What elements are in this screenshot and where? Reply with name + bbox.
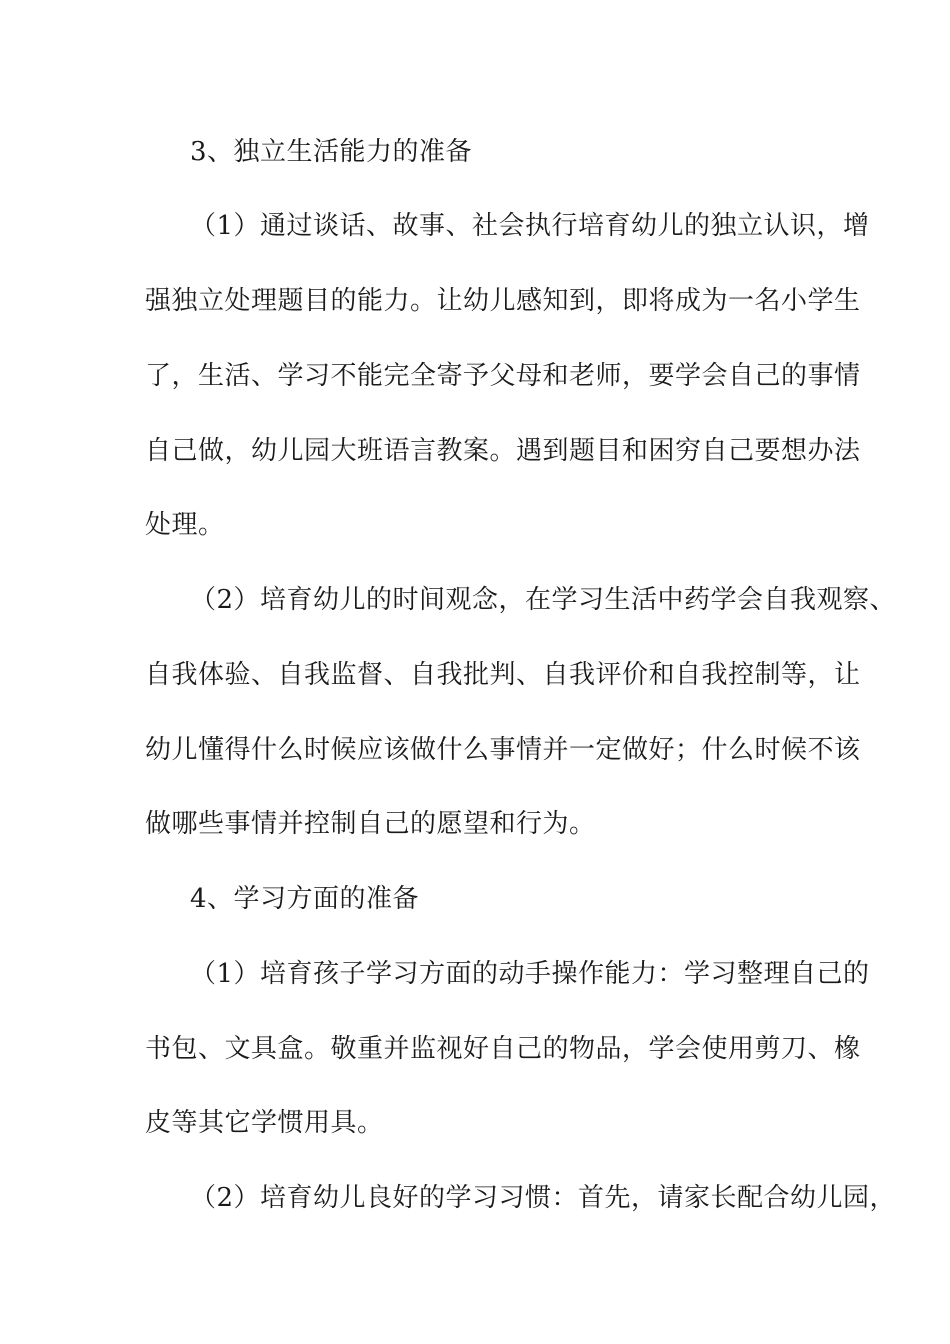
- paragraph-line: 自己做，幼儿园大班语言教案。遇到题目和困穷自己要想办法: [145, 436, 861, 466]
- paragraph-line: （1）培育孩子学习方面的动手操作能力：学习整理自己的: [190, 959, 870, 989]
- paragraph-line: 处理。: [145, 510, 225, 540]
- paragraph-line: 幼儿懂得什么时候应该做什么事情并一定做好；什么时候不该: [145, 735, 861, 765]
- paragraph-line: 书包、文具盒。敬重并监视好自己的物品，学会使用剪刀、橡: [145, 1034, 861, 1064]
- section-heading-4: 4、学习方面的准备: [190, 884, 420, 914]
- paragraph-line: 了，生活、学习不能完全寄予父母和老师，要学会自己的事情: [145, 361, 861, 391]
- paragraph-line: （2）培育幼儿良好的学习习惯：首先，请家长配合幼儿园，: [190, 1183, 897, 1213]
- paragraph-line: 自我体验、自我监督、自我批判、自我评价和自我控制等，让: [145, 660, 861, 690]
- paragraph-line: （2）培育幼儿的时间观念，在学习生活中药学会自我观察、: [190, 585, 897, 615]
- section-heading-3: 3、独立生活能力的准备: [190, 137, 473, 167]
- paragraph-line: （1）通过谈话、故事、社会执行培育幼儿的独立认识，增: [190, 211, 870, 241]
- paragraph-line: 皮等其它学惯用具。: [145, 1108, 384, 1138]
- paragraph-line: 做哪些事情并控制自己的愿望和行为。: [145, 809, 596, 839]
- paragraph-line: 强独立处理题目的能力。让幼儿感知到，即将成为一名小学生: [145, 286, 861, 316]
